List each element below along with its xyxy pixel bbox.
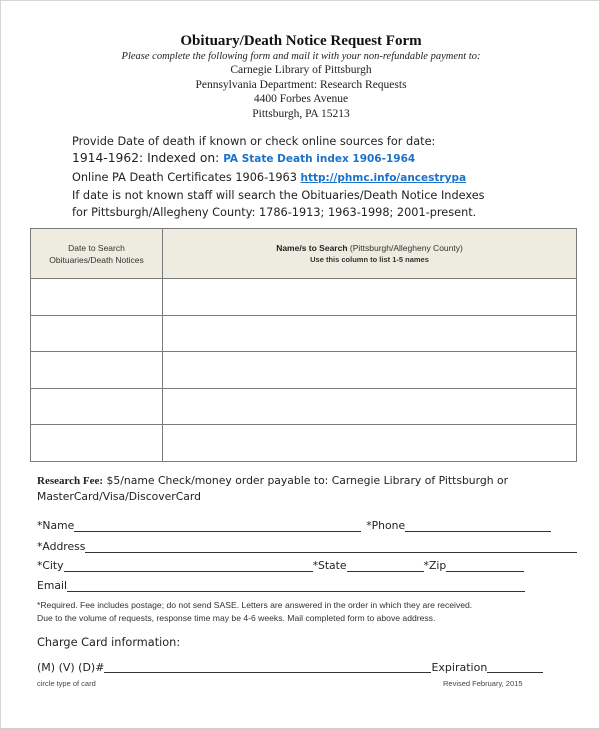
table-row (31, 315, 577, 352)
phone-field[interactable] (405, 521, 551, 532)
table-row (31, 279, 577, 316)
card-number-row (37, 661, 543, 674)
city-state-zip-row (37, 559, 524, 573)
table-row (31, 352, 577, 389)
names-cell[interactable] (163, 425, 577, 462)
address-line-3: 4400 Forbes Avenue (253, 93, 349, 105)
date-header-line-2: Obituaries/Death Notices (49, 254, 144, 265)
fee-label: Research Fee: (37, 475, 104, 487)
date-cell[interactable] (31, 352, 163, 389)
names-cell[interactable] (163, 315, 577, 352)
zip-label: *Zip (423, 559, 447, 572)
state-field[interactable] (347, 561, 424, 572)
date-cell[interactable] (31, 388, 163, 425)
note-line-2: Due to the volume of requests, response time may be 4-6 weeks. Mail completed form to above address. (37, 612, 436, 623)
card-type-label: (M) (V) (D)# (37, 661, 105, 674)
expiration-label: Expiration (431, 661, 488, 674)
form-title: Obituary/Death Notice Request Form (180, 33, 422, 49)
zip-field[interactable] (446, 561, 524, 572)
sources-line-3-prefix: Online PA Death Certificates 1906-1963 (72, 170, 301, 184)
address-line-4: Pittsburgh, PA 15213 (252, 107, 350, 120)
names-header-normal: (Pittsburgh/Allegheny County) (347, 242, 463, 253)
card-type-hint: circle type of card (37, 679, 96, 688)
fee-line-1 (37, 473, 577, 489)
sources-line-5: for Pittsburgh/Allegheny County: 1786-1913; 1963-1998; 2001-present. (72, 206, 477, 220)
note-line-1: *Required. Fee includes postage; do not send SASE. Letters are answered in the order in which they are received. (37, 600, 473, 610)
table-row (31, 425, 577, 462)
revised-date: Revised February, 2015 (443, 679, 523, 688)
address-line-1: Carnegie Library of Pittsburgh (230, 64, 372, 76)
address-row (37, 540, 577, 554)
search-table-header (31, 229, 577, 279)
city-field[interactable] (64, 561, 313, 572)
address-field[interactable] (85, 542, 577, 553)
form-subtitle: Please complete the following form and mail it with your non-refundable payment to: (121, 51, 481, 62)
research-fee-info (37, 473, 577, 505)
charge-card-title: Charge Card information: (37, 636, 181, 649)
expiration-field[interactable] (487, 662, 543, 673)
card-number-field[interactable] (104, 662, 431, 673)
sources-line-4: If date is not known staff will search the Obituaries/Death Notice Indexes (72, 188, 485, 202)
required-note (37, 599, 577, 624)
names-cell[interactable] (163, 352, 577, 389)
sources-line-2 (72, 150, 542, 168)
email-row (37, 579, 525, 593)
pa-death-index-link[interactable]: PA State Death index 1906-1964 (223, 153, 416, 166)
sources-instructions (72, 133, 542, 221)
address-label: *Address (37, 540, 86, 553)
address-line-2: Pennsylvania Department: Research Requests (195, 78, 407, 91)
names-header-sub: Use this column to list 1-5 names (310, 254, 429, 264)
names-header-line-1 (163, 242, 576, 254)
names-cell[interactable] (163, 388, 577, 425)
date-column-header (31, 229, 163, 279)
fee-text: $5/name Check/money order payable to: Carnegie Library of Pittsburgh or (103, 474, 509, 487)
search-table (30, 228, 577, 462)
fee-line-2: MasterCard/Visa/DiscoverCard (37, 490, 202, 503)
table-row (31, 388, 577, 425)
names-column-header (163, 229, 577, 279)
date-header-line-1: Date to Search (68, 242, 125, 253)
sources-line-3 (72, 169, 542, 187)
date-cell[interactable] (31, 315, 163, 352)
email-label: Email (37, 579, 67, 592)
phmc-ancestry-link[interactable]: http://phmc.info/ancestrypa (300, 171, 467, 184)
date-cell[interactable] (31, 279, 163, 316)
email-field[interactable] (67, 581, 525, 592)
state-label: *State (312, 559, 347, 572)
names-header-bold: Name/s to Search (276, 242, 348, 253)
name-label: *Name (37, 519, 75, 532)
date-cell[interactable] (31, 425, 163, 462)
sources-line-1: Provide Date of death if known or check online sources for date: (72, 135, 436, 148)
names-cell[interactable] (163, 279, 577, 316)
phone-label: *Phone (366, 519, 406, 532)
form-header (1, 32, 600, 121)
city-label: *City (37, 559, 64, 572)
name-phone-row (37, 519, 551, 533)
sources-line-2-prefix: 1914-1962: Indexed on: (72, 151, 224, 166)
name-field[interactable] (74, 521, 361, 532)
